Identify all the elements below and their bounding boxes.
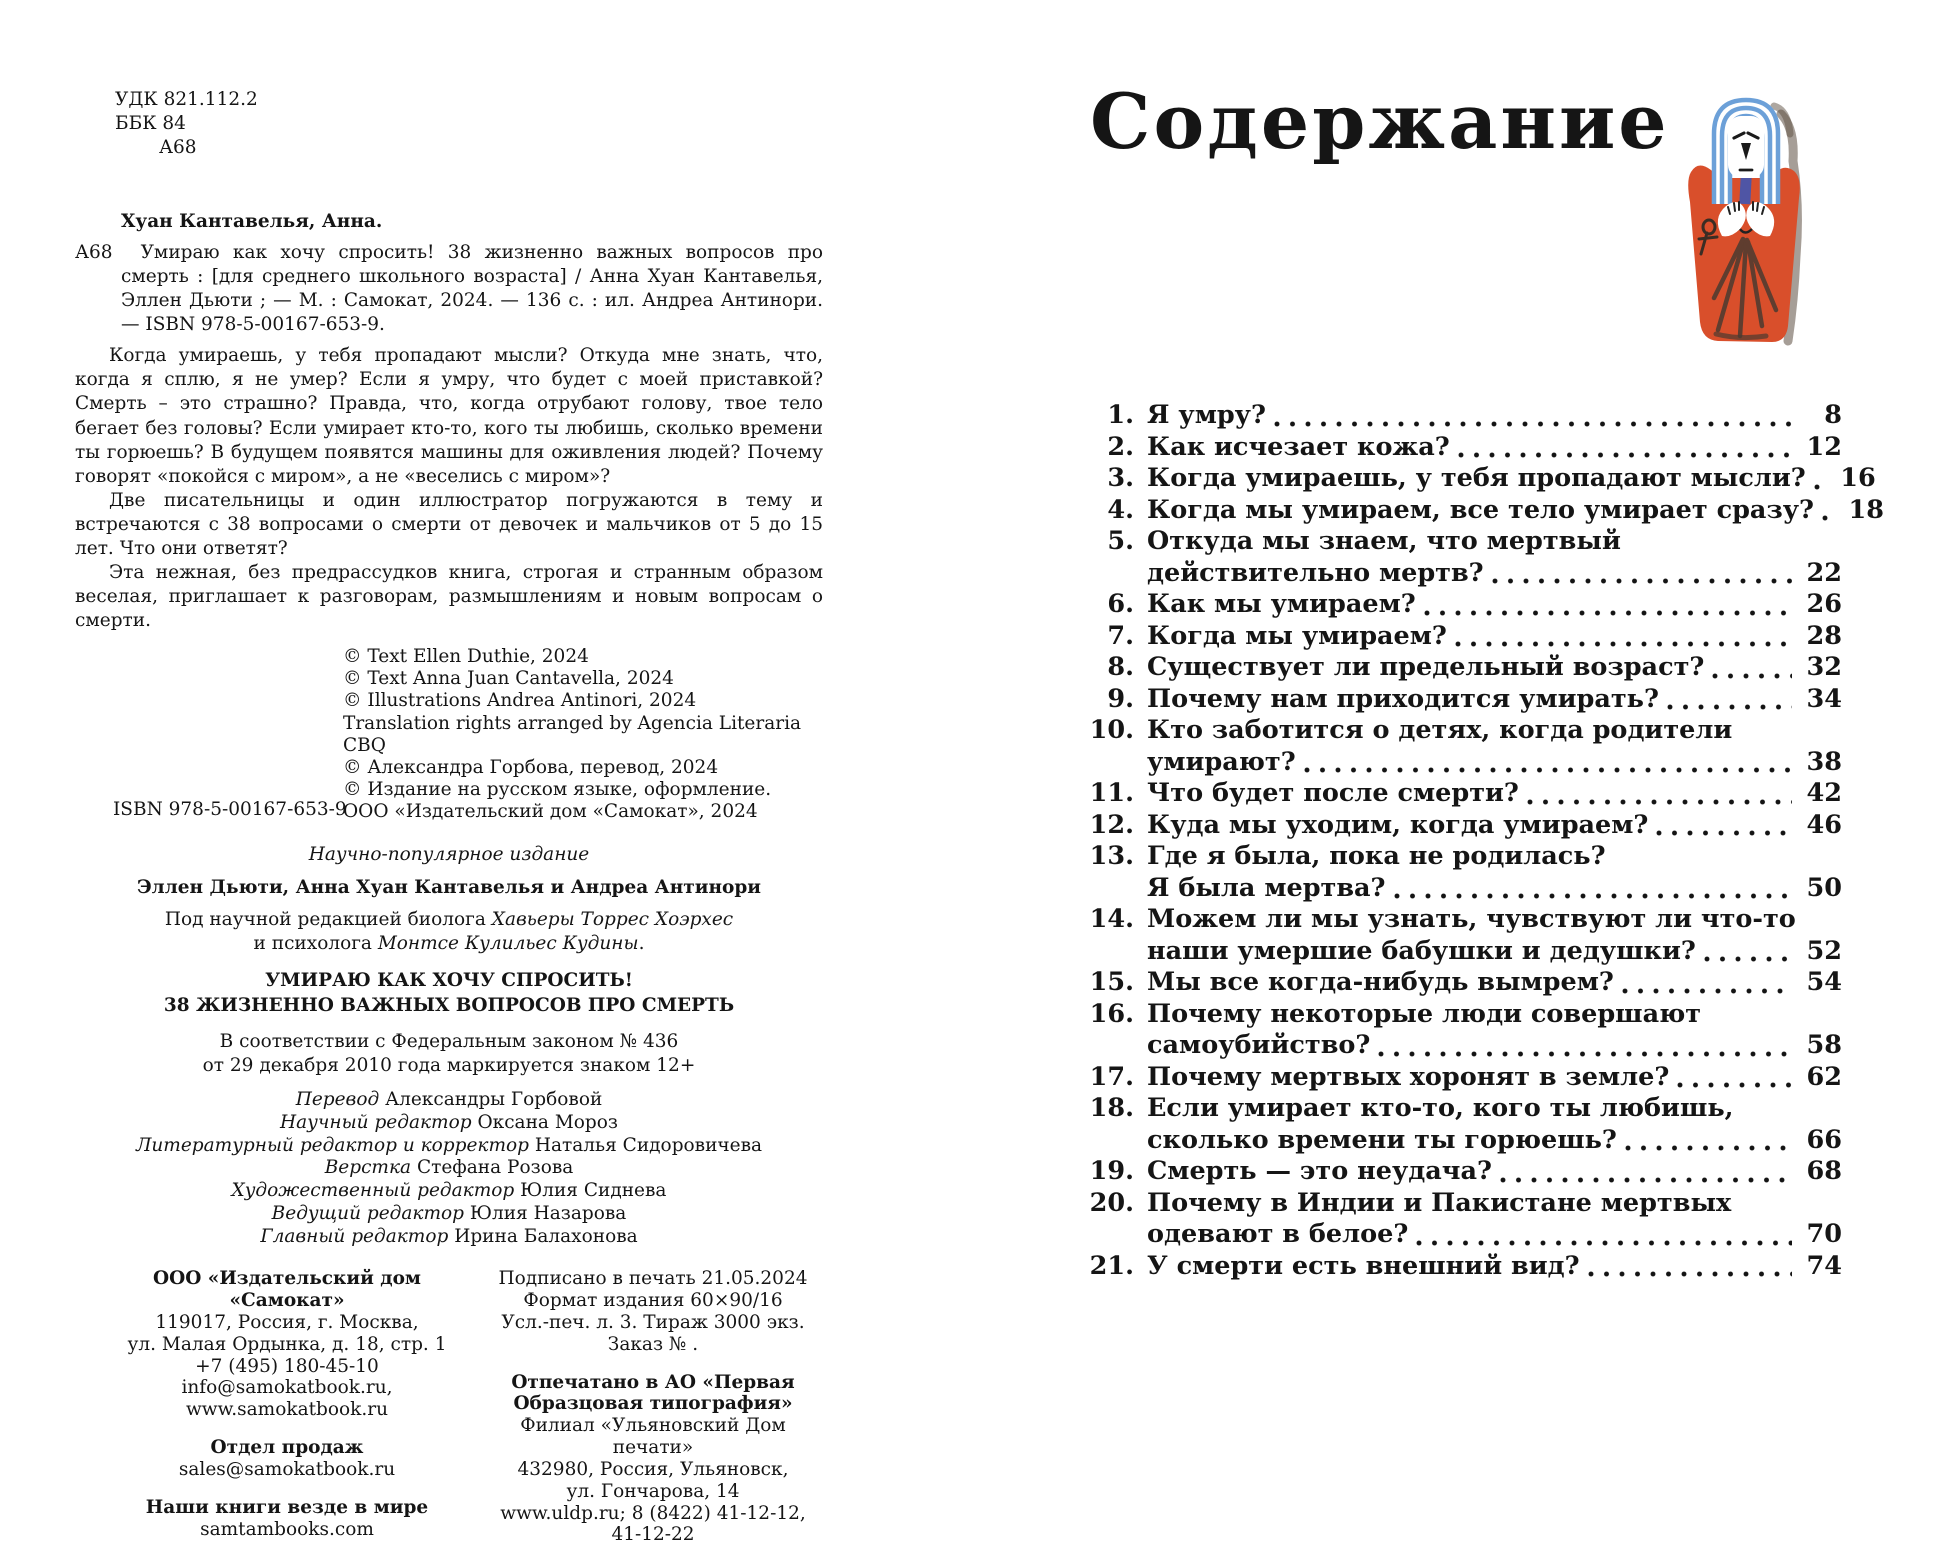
credit-role: Верстка [324, 1157, 412, 1179]
colophon-group [111, 1437, 463, 1481]
dot-leader [1712, 673, 1792, 679]
toc-page-number: 50 [1806, 872, 1842, 903]
toc-item-number: 4. [1107, 494, 1134, 525]
toc-item-number: 20. [1089, 1187, 1134, 1218]
mummy-sarcophagus-illustration [1678, 86, 1824, 361]
toc-item-number: 12. [1089, 809, 1134, 840]
toc-item-text: Что будет после смерти? [1147, 778, 1519, 808]
colophon-line: www.uldp.ru; 8 (8422) 41-12-12, 41-12-22 [500, 1502, 806, 1546]
toc-item-text: Я была мертва? [1147, 872, 1386, 903]
colophon-line: ООО «Издательский дом «Самокат» [152, 1268, 422, 1312]
toc-page-number: 26 [1806, 589, 1842, 619]
dot-leader [1622, 988, 1792, 994]
toc-page-number: 8 [1824, 400, 1842, 430]
printing-info [483, 1268, 823, 1562]
toc-item-text: наши умершие бабушки и дедушки? [1147, 935, 1696, 966]
colophon-line: ул. Малая Ордынка, д. 18, стр. 1 [127, 1333, 447, 1355]
toc-item-number: 11. [1089, 778, 1134, 808]
colophon-line: Отдел продаж [210, 1437, 364, 1459]
page-title: Содержание [1090, 77, 1670, 166]
credit-role: Главный редактор [260, 1226, 449, 1248]
toc-page-number: 16 [1840, 463, 1876, 493]
annotation-block [75, 344, 823, 633]
toc-page-number: 68 [1806, 1156, 1842, 1186]
toc-item-text: Если умирает кто-то, кого ты любишь, [1147, 1093, 1734, 1123]
colophon-line: ул. Гончарова, 14 [566, 1480, 740, 1502]
colophon-line: Наши книги везде в мире [145, 1496, 429, 1518]
toc-item-text: Мы все когда-нибудь вымрем? [1147, 967, 1614, 997]
age-marking-note [75, 1030, 823, 1078]
colophon-line: Филиал «Ульяновский Дом печати» [520, 1415, 786, 1459]
toc-item-number: 14. [1089, 904, 1134, 934]
colophon-line: 432980, Россия, Ульяновск, [517, 1458, 789, 1480]
toc-item [1088, 715, 1842, 778]
toc-item-text: Почему в Индии и Пакистане мертвых [1147, 1187, 1732, 1218]
toc-item-number: 6. [1107, 589, 1134, 619]
colophon-group [111, 1268, 463, 1421]
toc-item-text: Где я была, пока не родилась? [1147, 841, 1606, 871]
dot-leader [1492, 578, 1792, 584]
toc-item-text: Когда умираешь, у тебя пропадают мысли? [1147, 463, 1806, 493]
toc-item-text: Почему некоторые люди совершают [1147, 998, 1702, 1029]
colophon-line: info@samokatbook.ru, www.samokatbook.ru [181, 1377, 393, 1421]
dot-leader [1656, 830, 1792, 836]
toc-item-number: 19. [1089, 1156, 1134, 1186]
toc-item-text: Существует ли предельный возраст? [1147, 652, 1705, 682]
law-line2: от 29 декабря 2010 года маркируется знаком 12+ [202, 1054, 696, 1076]
annotation-paragraph: Две писательницы и один иллюстратор погружаются в тему и встречаются с 38 вопросами о смерти от девочек и мальчиков от 5 до 15 лет. Что они ответят? [75, 489, 823, 559]
annotation-paragraph: Эта нежная, без предрассудков книга, строгая и странным образом веселая, приглашает к разговорам, размышлениям и новым вопросам о смерти. [75, 561, 823, 631]
toc-item-text: сколько времени ты горюешь? [1147, 1124, 1617, 1155]
credit-role: Научный редактор [280, 1111, 472, 1133]
annotation-paragraph: Когда умираешь, у тебя пропадают мысли? Откуда мне знать, что, когда я сплю, я не умер? Если я умру, что будет с моей приставкой? Смерть – это страшно? Правда, что, когда отрубают голову, твое тело бегает без головы? Если умирает кто-то, кого ты любишь, сколько времени ты горюешь? В будущем появятся машины для оживления людей? Почему говорят «покойся с миром», а не «веселись с миром»? [75, 345, 823, 487]
toc-item [1088, 1062, 1842, 1094]
toc-item-text: Откуда мы знаем, что мертвый [1147, 526, 1621, 556]
toc-item-text: Можем ли мы узнать, чувствуют ли что-то [1147, 904, 1796, 934]
colophon-group [483, 1372, 823, 1547]
toc-item-text: умирают? [1147, 746, 1296, 777]
toc-page-number: 74 [1806, 1250, 1842, 1281]
toc-item-text: Когда мы умираем, все тело умирает сразу? [1147, 494, 1814, 525]
toc-item-number: 15. [1089, 967, 1134, 997]
toc-item-number: 16. [1089, 998, 1134, 1029]
dot-leader [1704, 956, 1792, 962]
toc-item [1088, 999, 1842, 1062]
colophon-line: Образцовая типография» [513, 1393, 793, 1415]
dot-leader [1667, 704, 1792, 710]
dot-leader [1677, 1082, 1792, 1088]
bibliographic-entry [75, 241, 823, 337]
dot-leader [1822, 515, 1834, 521]
toc-page-number: 42 [1806, 778, 1842, 808]
colophon-line: samtambooks.com [200, 1518, 374, 1540]
bbk-line: ББК 84 [115, 113, 186, 135]
editorial-line: и психолога Монтсе Кулильес Кудины. [253, 932, 645, 954]
toc-item [1088, 904, 1842, 967]
colophon-line: 119017, Россия, г. Москва, [155, 1311, 419, 1333]
dot-leader [1394, 893, 1792, 899]
classification-code: А68 [159, 137, 197, 159]
editorial-line: Под научной редакцией биолога Хавьеры Торрес Хоэрхес [164, 908, 734, 930]
dot-leader [1500, 1177, 1792, 1183]
toc-item [1088, 526, 1842, 589]
dot-leader [1588, 1271, 1792, 1277]
dot-leader [1274, 421, 1792, 427]
toc-item [1088, 841, 1842, 904]
colophon-group [111, 1497, 463, 1541]
toc-item-number: 13. [1089, 841, 1134, 871]
toc-item [1088, 494, 1884, 527]
dot-leader [1424, 610, 1792, 616]
dot-leader [1416, 1240, 1792, 1246]
toc-item [1088, 778, 1842, 810]
dot-leader [1304, 767, 1792, 773]
book-title-line2: 38 ЖИЗНЕННО ВАЖНЫХ ВОПРОСОВ ПРО СМЕРТЬ [163, 994, 735, 1016]
toc-page-number: 58 [1806, 1030, 1842, 1060]
toc-item-number: 8. [1107, 652, 1134, 682]
toc-item-text: Куда мы уходим, когда умираем? [1147, 809, 1649, 840]
toc-item [1088, 589, 1842, 621]
toc-item [1088, 684, 1842, 716]
staff-credits [75, 1089, 823, 1250]
toc-page-number: 66 [1806, 1124, 1842, 1155]
table-of-contents [1088, 400, 1884, 1282]
toc-item-number: 21. [1089, 1250, 1134, 1281]
imprint-page [75, 88, 823, 1562]
toc-item-text: Почему мертвых хоронят в земле? [1147, 1061, 1670, 1092]
editorial-note [75, 908, 823, 956]
credit-line: Верстка Стефана Розова [324, 1157, 574, 1179]
credit-line: Главный редактор Ирина Балахонова [260, 1226, 638, 1248]
toc-item-number: 18. [1089, 1093, 1134, 1123]
authors-line: Эллен Дьюти, Анна Хуан Кантавелья и Андреа Антинори [136, 877, 762, 899]
toc-item [1088, 463, 1876, 495]
colophon [75, 1268, 823, 1562]
toc-item-number: 9. [1107, 683, 1134, 714]
toc-item-number: 1. [1107, 400, 1134, 430]
toc-item-text: Как мы умираем? [1147, 589, 1416, 619]
credit-role: Художественный редактор [231, 1180, 515, 1202]
toc-item [1088, 1093, 1842, 1156]
toc-page-number: 22 [1806, 557, 1842, 588]
publisher-contacts [111, 1268, 463, 1562]
copyright-line: © Text Ellen Duthie, 2024 [343, 645, 589, 667]
toc-item [1088, 400, 1842, 432]
toc-page-number: 52 [1806, 935, 1842, 966]
copyright-line: © Издание на русском языке, оформление. [343, 779, 772, 801]
credit-role: Ведущий редактор [271, 1203, 465, 1225]
toc-item-number: 7. [1107, 620, 1134, 651]
biblio-text: Умираю как хочу спросить! 38 жизненно важных вопросов про смерть : [для среднего школьного возраста] / Анна Хуан Кантавелья, Эллен Дьюти ; — М. : Самокат, 2024. — 136 с. : ил. Андреа Антинори. — ISBN 978-5-00167-653-9. [121, 242, 823, 336]
dot-leader [1458, 452, 1792, 458]
toc-item-number: 3. [1107, 463, 1134, 493]
dot-leader [1455, 641, 1792, 647]
copyright-line: © Text Anna Juan Cantavella, 2024 [343, 668, 674, 690]
toc-item [1088, 621, 1842, 653]
book-title-caps [75, 969, 823, 1019]
dot-leader [1625, 1145, 1792, 1151]
credit-line: Ведущий редактор Юлия Назарова [271, 1203, 627, 1225]
colophon-line: +7 (495) 180-45-10 [195, 1355, 379, 1377]
colophon-group [483, 1268, 823, 1355]
credit-line: Научный редактор Оксана Мороз [280, 1111, 618, 1133]
isbn: ISBN 978-5-00167-653-9 [113, 799, 347, 821]
toc-item [1088, 967, 1842, 999]
credit-line: Художественный редактор Юлия Сиднева [231, 1180, 667, 1202]
dot-leader [1814, 484, 1826, 490]
edition-note: Научно-популярное издание [308, 844, 590, 866]
credit-line: Литературный редактор и корректор Наталья Сидоровичева [135, 1134, 763, 1156]
toc-item-text: Как исчезает кожа? [1147, 431, 1450, 462]
biblio-code: А68 [75, 242, 113, 264]
classification-block [115, 88, 823, 160]
author-heading: Хуан Кантавелья, Анна. [121, 211, 383, 233]
credit-role: Литературный редактор и корректор [135, 1134, 529, 1156]
colophon-line: Отпечатано в АО «Первая [511, 1371, 795, 1393]
copyright-line: ООО «Издательский дом «Самокат», 2024 [343, 801, 758, 823]
toc-item-text: самоубийство? [1147, 1030, 1371, 1060]
toc-item-number: 2. [1107, 431, 1134, 462]
colophon-line: Формат издания 60×90/16 [523, 1290, 783, 1312]
toc-page-number: 54 [1806, 967, 1842, 997]
credit-role: Перевод [295, 1088, 380, 1110]
colophon-line: sales@samokatbook.ru [178, 1458, 396, 1480]
toc-page-number: 28 [1806, 620, 1842, 651]
copyright-lines [343, 646, 823, 824]
toc-page-number: 62 [1806, 1061, 1842, 1092]
contents-page [1088, 58, 1884, 1282]
toc-item [1088, 432, 1842, 464]
toc-page-number: 34 [1806, 683, 1842, 714]
toc-item-text: Почему нам приходится умирать? [1147, 683, 1659, 714]
credit-line: Перевод Александры Горбовой [295, 1088, 603, 1110]
toc-page-number: 18 [1848, 494, 1884, 525]
toc-item-text: действительно мертв? [1147, 557, 1484, 588]
toc-item [1088, 1188, 1842, 1251]
toc-page-number: 38 [1806, 746, 1842, 777]
toc-page-number: 46 [1806, 809, 1842, 840]
toc-item [1088, 1251, 1842, 1283]
toc-item-number: 17. [1089, 1061, 1134, 1092]
law-line1: В соответствии с Федеральным законом № 436 [219, 1030, 679, 1052]
udk-line: УДК 821.112.2 [115, 89, 258, 110]
dot-leader [1378, 1051, 1792, 1057]
toc-item-number: 5. [1107, 526, 1134, 556]
toc-item [1088, 1156, 1842, 1188]
toc-page-number: 70 [1806, 1219, 1842, 1249]
toc-item-number: 10. [1089, 715, 1134, 745]
book-title-line1: УМИРАЮ КАК ХОЧУ СПРОСИТЬ! [265, 969, 633, 991]
copyright-line: Translation rights arranged by Agencia Literaria CBQ [343, 712, 802, 756]
toc-item-text: одевают в белое? [1147, 1219, 1409, 1249]
copyright-block [75, 646, 823, 824]
toc-item-text: Когда мы умираем? [1147, 620, 1447, 651]
toc-page-number: 12 [1806, 431, 1842, 462]
toc-item-text: Кто заботится о детях, когда родители [1147, 715, 1733, 745]
copyright-line: © Александра Горбова, перевод, 2024 [343, 756, 719, 778]
toc-item-text: Я умру? [1147, 400, 1266, 430]
toc-item-text: У смерти есть внешний вид? [1147, 1250, 1580, 1281]
colophon-line: Усл.-печ. л. 3. Тираж 3000 экз. Заказ № . [501, 1311, 805, 1355]
copyright-line: © Illustrations Andrea Antinori, 2024 [343, 690, 697, 712]
toc-item [1088, 652, 1842, 684]
toc-page-number: 32 [1806, 652, 1842, 682]
toc-item-text: Смерть — это неудача? [1147, 1156, 1492, 1186]
dot-leader [1527, 799, 1792, 805]
colophon-line: Подписано в печать 21.05.2024 [498, 1268, 808, 1290]
toc-item [1088, 810, 1842, 842]
